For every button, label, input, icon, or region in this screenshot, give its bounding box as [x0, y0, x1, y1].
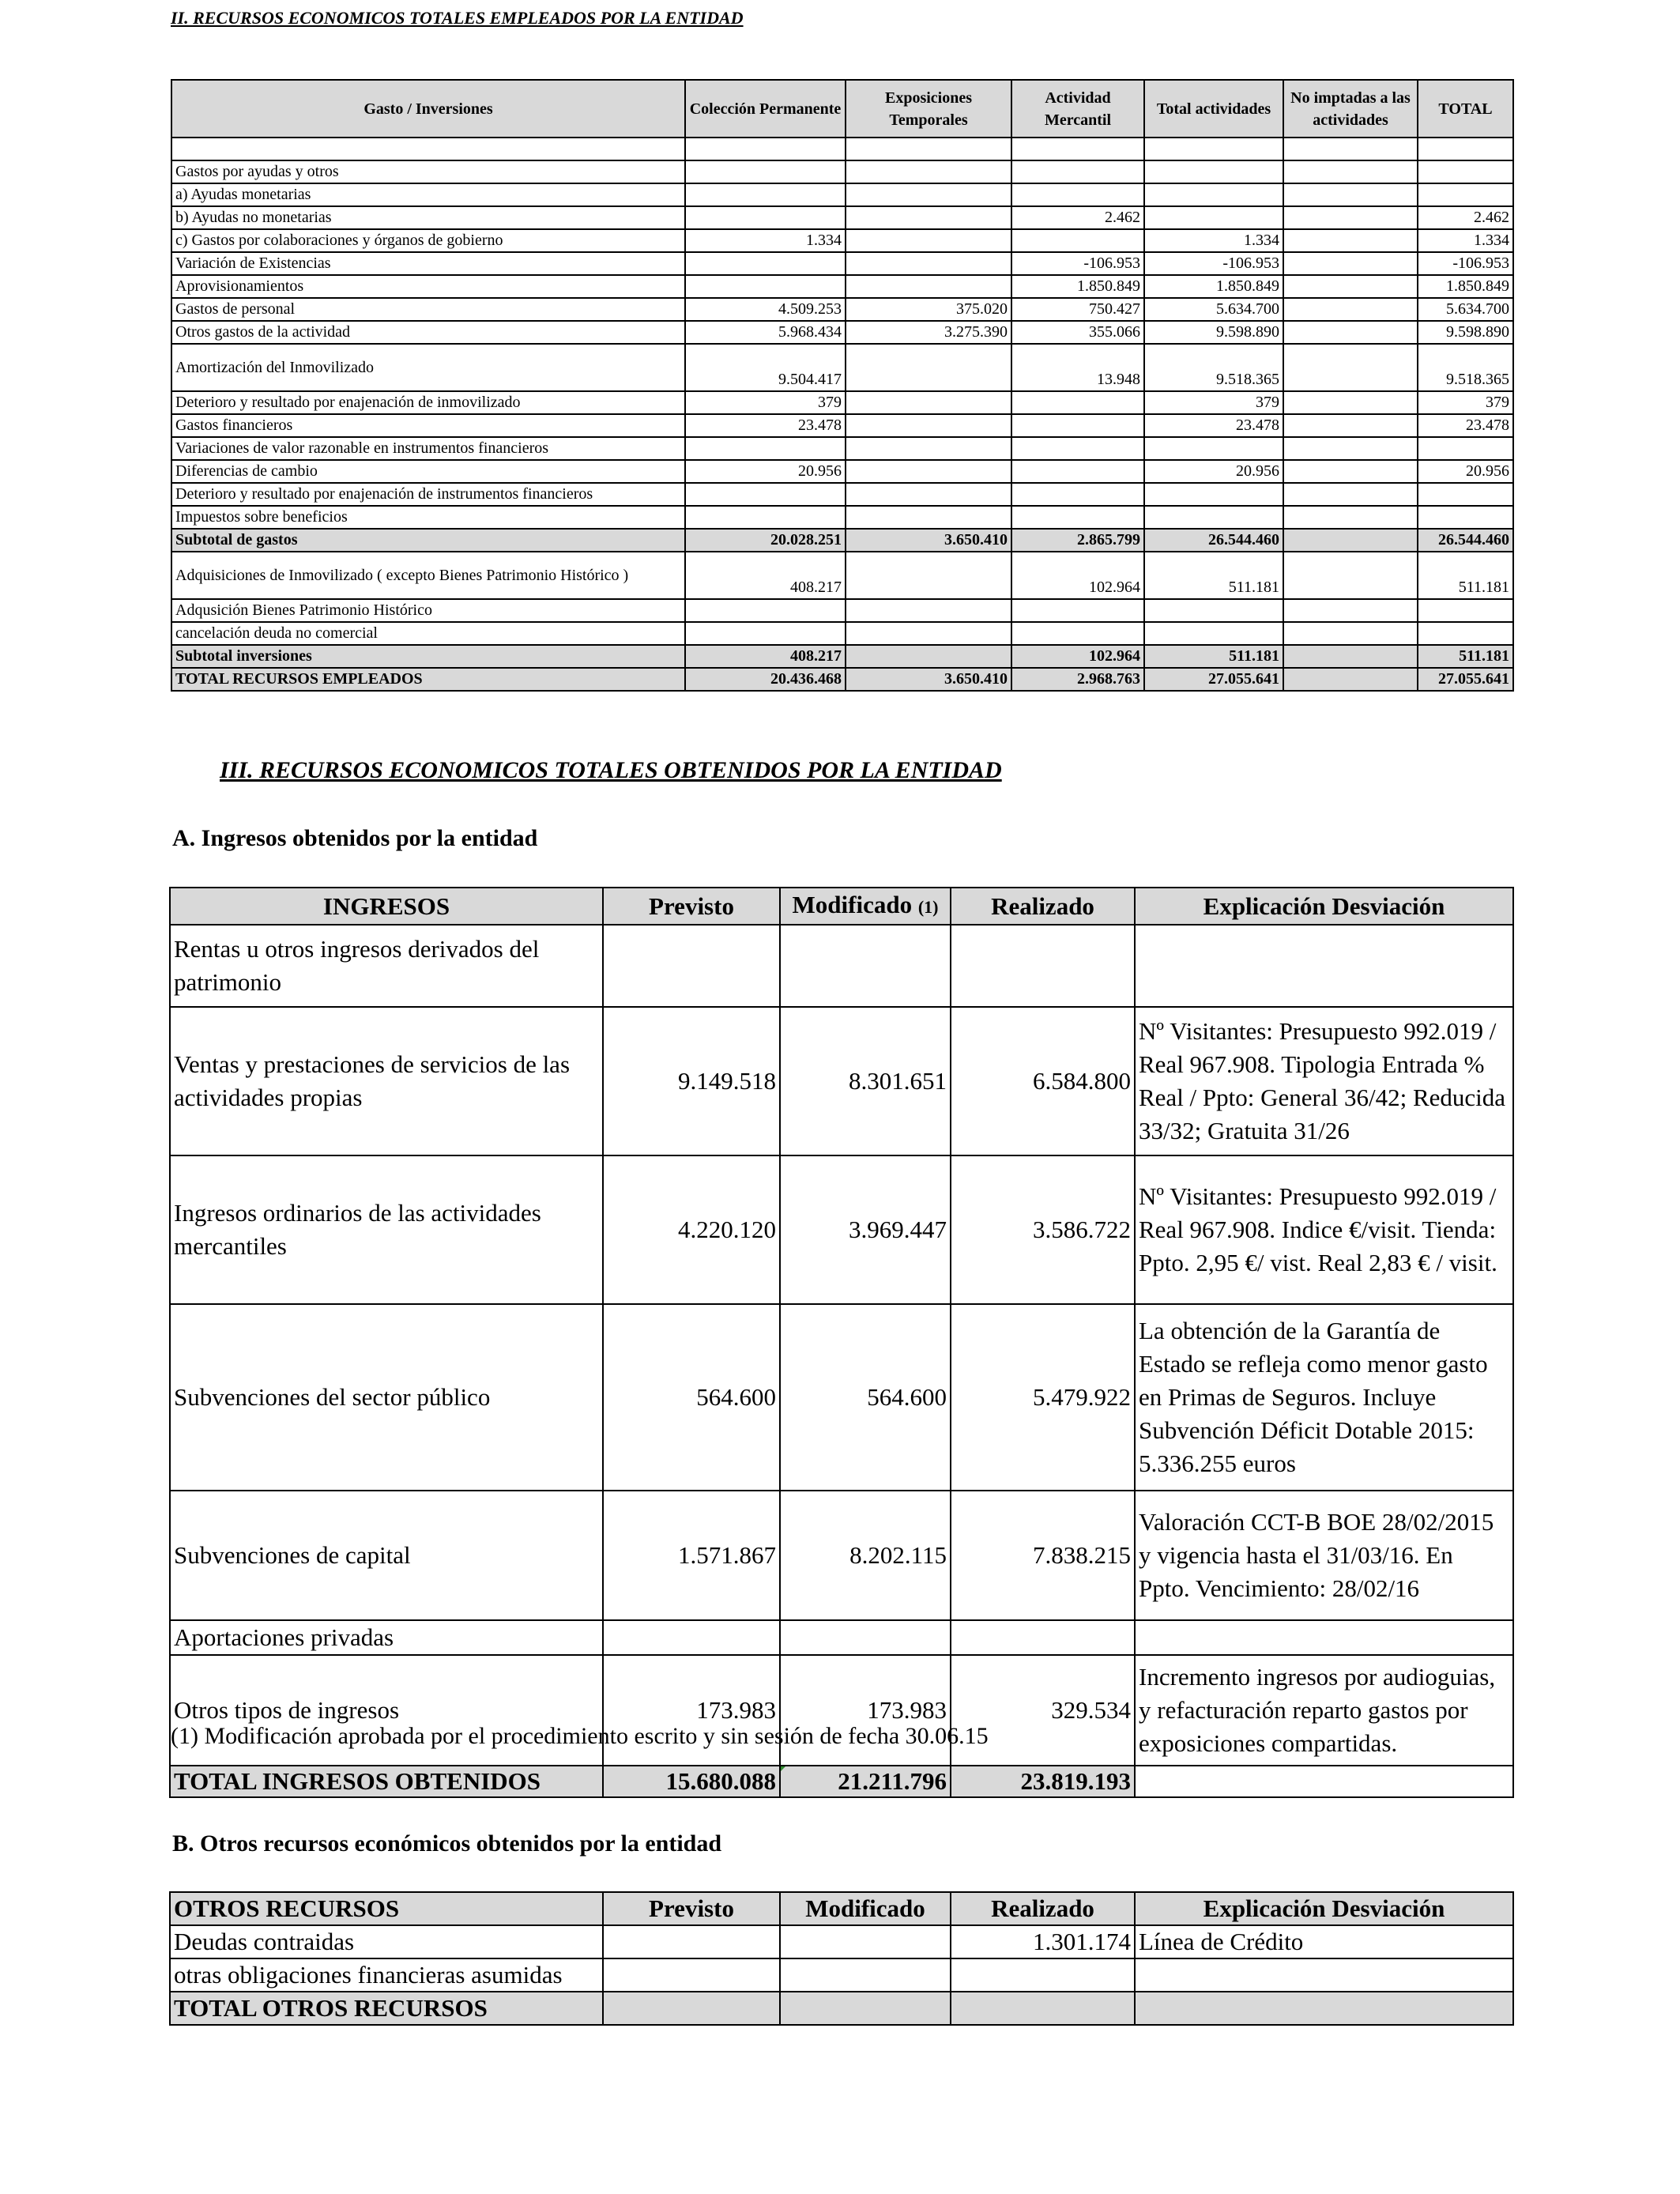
row-value: 23.478: [685, 414, 846, 437]
ingresos-total-realizado-value: 23.819.193: [1020, 1767, 1131, 1795]
row-value: [1011, 460, 1144, 483]
row-value: 511.181: [1144, 552, 1283, 599]
row-value: [846, 206, 1011, 229]
row-value: [1011, 622, 1144, 645]
row-value: [685, 437, 846, 460]
otros-header-previsto: Previsto: [603, 1892, 780, 1925]
row-value: [846, 552, 1011, 599]
otros-cell-concept: Deudas contraidas: [170, 1925, 603, 1958]
row-value: [1011, 183, 1144, 206]
otros-cell-explicacion: [1135, 1958, 1513, 1992]
ingresos-cell-realizado: 6.584.800: [951, 1007, 1135, 1155]
table-row: [171, 183, 1513, 206]
ingresos-cell-modificado: 8.202.115: [780, 1491, 951, 1620]
ingresos-cell-concept: Ventas y prestaciones de servicios de las actividades propias: [170, 1007, 603, 1155]
row-value: [1283, 483, 1418, 506]
ingresos-cell-modificado: [780, 925, 951, 1007]
table-row: [171, 391, 1513, 414]
row-value: 20.436.468: [685, 668, 846, 691]
row-value: [846, 252, 1011, 275]
otros-recursos-subtitle: B. Otros recursos económicos obtenidos por la entidad: [172, 1830, 722, 1857]
row-value: [685, 622, 846, 645]
row-value: 1.850.849: [1011, 275, 1144, 298]
otros-header-concept: OTROS RECURSOS: [170, 1892, 603, 1925]
row-label: Impuestos sobre beneficios: [171, 506, 685, 529]
row-value: [1283, 206, 1418, 229]
row-value: 511.181: [1418, 552, 1513, 599]
row-value: -106.953: [1418, 252, 1513, 275]
row-value: [1283, 599, 1418, 622]
otros-header-explicacion: Explicación Desviación: [1135, 1892, 1513, 1925]
row-value: [1418, 506, 1513, 529]
ingresos-cell-explicacion: Valoración CCT-B BOE 28/02/2015 y vigencia hasta el 31/03/16. En Ppto. Vencimiento: 28/02/16: [1135, 1491, 1513, 1620]
row-value: 9.518.365: [1144, 344, 1283, 391]
row-value: 2.462: [1011, 206, 1144, 229]
otros-cell-realizado: [951, 1958, 1135, 1992]
row-value: [846, 183, 1011, 206]
table-row: [171, 160, 1513, 183]
table-row: [171, 414, 1513, 437]
row-value: [1283, 668, 1418, 691]
table-row: [171, 252, 1513, 275]
ingresos-header-previsto: Previsto: [603, 888, 780, 925]
row-value: [1011, 599, 1144, 622]
row-value: [846, 160, 1011, 183]
row-value: [1011, 160, 1144, 183]
row-value: 23.478: [1418, 414, 1513, 437]
row-value: [1418, 138, 1513, 160]
row-label: Gastos de personal: [171, 298, 685, 321]
row-value: [685, 160, 846, 183]
row-value: [846, 599, 1011, 622]
row-value: [846, 229, 1011, 252]
row-value: [1011, 414, 1144, 437]
row-value: [1283, 460, 1418, 483]
row-value: [1418, 599, 1513, 622]
table-row: [171, 483, 1513, 506]
otros-total-concept: TOTAL OTROS RECURSOS: [170, 1992, 603, 2025]
row-value: [1283, 552, 1418, 599]
ingresos-cell-concept: Ingresos ordinarios de las actividades mercantiles: [170, 1155, 603, 1304]
ingresos-row: [170, 925, 1513, 1007]
row-value: [1144, 160, 1283, 183]
row-value: 9.504.417: [685, 344, 846, 391]
row-value: [1283, 344, 1418, 391]
otros-recursos-table: [169, 1891, 1514, 2026]
row-value: 1.334: [1144, 229, 1283, 252]
row-value: [685, 206, 846, 229]
row-label: cancelación deuda no comercial: [171, 622, 685, 645]
ingresos-cell-concept: Subvenciones del sector público: [170, 1304, 603, 1491]
row-value: [1283, 391, 1418, 414]
ingresos-row: [170, 1491, 1513, 1620]
ingresos-cell-concept: Subvenciones de capital: [170, 1491, 603, 1620]
row-value: 379: [1418, 391, 1513, 414]
table-row: [171, 138, 1513, 160]
row-value: 5.634.700: [1144, 298, 1283, 321]
row-value: [685, 483, 846, 506]
row-value: [685, 138, 846, 160]
ingresos-cell-modificado: 3.969.447: [780, 1155, 951, 1304]
row-value: [846, 138, 1011, 160]
row-value: [846, 414, 1011, 437]
row-value: 408.217: [685, 552, 846, 599]
row-value: [846, 506, 1011, 529]
row-value: [1144, 483, 1283, 506]
row-value: 379: [685, 391, 846, 414]
ingresos-cell-previsto: 1.571.867: [603, 1491, 780, 1620]
row-value: 3.650.410: [846, 668, 1011, 691]
ingresos-cell-explicacion: La obtención de la Garantía de Estado se refleja como menor gasto en Primas de Seguros. Incluye Subvención Déficit Dotable 2015: 5.336.255 euros: [1135, 1304, 1513, 1491]
row-label: Variación de Existencias: [171, 252, 685, 275]
row-value: [846, 645, 1011, 668]
ingresos-row: [170, 1304, 1513, 1491]
row-label: a) Ayudas monetarias: [171, 183, 685, 206]
row-value: 1.850.849: [1418, 275, 1513, 298]
section-2-title: II. RECURSOS ECONOMICOS TOTALES EMPLEADOS POR LA ENTIDAD: [171, 8, 744, 28]
ingresos-cell-explicacion: [1135, 1620, 1513, 1655]
otros-row: [170, 1925, 1513, 1958]
table-row: [171, 668, 1513, 691]
otros-cell-previsto: [603, 1958, 780, 1992]
ingresos-cell-previsto: 564.600: [603, 1304, 780, 1491]
ingresos-header-explicacion: Explicación Desviación: [1135, 888, 1513, 925]
ingresos-total-row: [170, 1766, 1513, 1797]
row-value: [846, 344, 1011, 391]
row-label: [171, 138, 685, 160]
ingresos-total-modificado: [780, 1766, 951, 1797]
ingresos-total-previsto-value: 15.680.088: [665, 1767, 776, 1795]
row-value: 20.956: [1418, 460, 1513, 483]
ingresos-cell-realizado: 329.534: [951, 1655, 1135, 1766]
otros-cell-modificado: [780, 1925, 951, 1958]
row-value: [1144, 437, 1283, 460]
row-value: 3.275.390: [846, 321, 1011, 344]
row-label: Gastos financieros: [171, 414, 685, 437]
row-value: 2.462: [1418, 206, 1513, 229]
row-value: [1418, 437, 1513, 460]
header-total-actividades: Total actividades: [1144, 80, 1283, 138]
row-value: [1144, 622, 1283, 645]
otros-total-explicacion: [1135, 1992, 1513, 2025]
row-value: [1283, 414, 1418, 437]
row-value: [685, 252, 846, 275]
otros-cell-previsto: [603, 1925, 780, 1958]
ingresos-row: [170, 1155, 1513, 1304]
row-value: [1144, 506, 1283, 529]
row-value: [685, 183, 846, 206]
row-value: 375.020: [846, 298, 1011, 321]
row-value: [846, 622, 1011, 645]
row-label: Deterioro y resultado por enajenación de instrumentos financieros: [171, 483, 685, 506]
recursos-empleados-table: [171, 79, 1514, 692]
footnote: (1) Modificación aprobada por el procedimiento escrito y sin sesión de fecha 30.06.15: [171, 1723, 989, 1749]
row-value: 20.028.251: [685, 529, 846, 552]
row-value: [1283, 622, 1418, 645]
table-row: [171, 645, 1513, 668]
row-value: -106.953: [1144, 252, 1283, 275]
row-value: [1283, 645, 1418, 668]
row-value: 2.865.799: [1011, 529, 1144, 552]
recursos-empleados-body: [171, 138, 1513, 691]
row-value: 4.509.253: [685, 298, 846, 321]
ingresos-cell-previsto: [603, 925, 780, 1007]
ingresos-total-previsto: [603, 1766, 780, 1797]
ingresos-cell-modificado: 564.600: [780, 1304, 951, 1491]
row-label: Amortización del Inmovilizado: [171, 344, 685, 391]
row-value: [1418, 483, 1513, 506]
row-value: [1011, 229, 1144, 252]
ingresos-cell-previsto: [603, 1620, 780, 1655]
row-value: 5.968.434: [685, 321, 846, 344]
table-row: [171, 437, 1513, 460]
ingresos-cell-realizado: 3.586.722: [951, 1155, 1135, 1304]
ingresos-row: [170, 1620, 1513, 1655]
ingresos-header-modificado: [780, 888, 951, 925]
row-value: [1283, 437, 1418, 460]
row-value: 102.964: [1011, 552, 1144, 599]
row-value: 27.055.641: [1144, 668, 1283, 691]
table-row: [171, 460, 1513, 483]
row-value: 355.066: [1011, 321, 1144, 344]
row-value: [1283, 252, 1418, 275]
otros-total-previsto: [603, 1992, 780, 2025]
table-row: [171, 321, 1513, 344]
header-total: TOTAL: [1418, 80, 1513, 138]
table-row: [171, 344, 1513, 391]
ingresos-cell-realizado: [951, 925, 1135, 1007]
ingresos-total-concept-value: TOTAL INGRESOS OBTENIDOS: [174, 1767, 541, 1795]
ingresos-cell-modificado: 8.301.651: [780, 1007, 951, 1155]
header-actividad-mercantil: Actividad Mercantil: [1011, 80, 1144, 138]
ingresos-header-concept: INGRESOS: [170, 888, 603, 925]
row-value: [685, 506, 846, 529]
row-label: Diferencias de cambio: [171, 460, 685, 483]
row-value: [1283, 138, 1418, 160]
modificado-note-ref: (1): [917, 897, 939, 917]
row-value: [846, 460, 1011, 483]
row-label: Variaciones de valor razonable en instrumentos financieros: [171, 437, 685, 460]
row-value: 26.544.460: [1144, 529, 1283, 552]
row-value: [846, 437, 1011, 460]
row-label: Aprovisionamientos: [171, 275, 685, 298]
table-row: [171, 552, 1513, 599]
row-value: 1.850.849: [1144, 275, 1283, 298]
otros-total-row: [170, 1992, 1513, 2025]
otros-header-modificado: Modificado: [780, 1892, 951, 1925]
row-value: 20.956: [685, 460, 846, 483]
row-value: [846, 391, 1011, 414]
row-value: [1283, 229, 1418, 252]
row-value: [1144, 138, 1283, 160]
ingresos-cell-modificado: 173.983: [780, 1655, 951, 1766]
row-label: Otros gastos de la actividad: [171, 321, 685, 344]
row-value: [1144, 206, 1283, 229]
otros-total-modificado: [780, 1992, 951, 2025]
header-coleccion-permanente: Colección Permanente: [685, 80, 846, 138]
row-value: [1418, 160, 1513, 183]
row-value: [1418, 183, 1513, 206]
row-value: [1011, 483, 1144, 506]
row-value: [1283, 506, 1418, 529]
row-label: Adqusición Bienes Patrimonio Histórico: [171, 599, 685, 622]
row-label: b) Ayudas no monetarias: [171, 206, 685, 229]
row-value: 20.956: [1144, 460, 1283, 483]
row-value: [1144, 183, 1283, 206]
row-value: [1283, 529, 1418, 552]
ingresos-subtitle: A. Ingresos obtenidos por la entidad: [172, 825, 538, 851]
row-value: [1283, 298, 1418, 321]
row-value: [846, 483, 1011, 506]
row-value: [1418, 622, 1513, 645]
row-value: [1283, 183, 1418, 206]
row-value: 5.634.700: [1418, 298, 1513, 321]
ingresos-total-explicacion: [1135, 1766, 1513, 1797]
row-label: Subtotal inversiones: [171, 645, 685, 668]
otros-cell-modificado: [780, 1958, 951, 1992]
row-value: [1011, 391, 1144, 414]
ingresos-cell-explicacion: Incremento ingresos por audioguias, y refacturación reparto gastos por exposiciones compartidas.: [1135, 1655, 1513, 1766]
row-value: 511.181: [1144, 645, 1283, 668]
ingresos-cell-concept: Aportaciones privadas: [170, 1620, 603, 1655]
ingresos-header-realizado: Realizado: [951, 888, 1135, 925]
header-no-imputadas: No imptadas a las actividades: [1283, 80, 1418, 138]
otros-cell-concept: otras obligaciones financieras asumidas: [170, 1958, 603, 1992]
row-value: [846, 275, 1011, 298]
ingresos-cell-realizado: 7.838.215: [951, 1491, 1135, 1620]
row-label: c) Gastos por colaboraciones y órganos de gobierno: [171, 229, 685, 252]
ingresos-cell-explicacion: Nº Visitantes: Presupuesto 992.019 / Real 967.908. Tipologia Entrada % Real / Ppto: General 36/42; Reducida 33/32; Gratuita 31/26: [1135, 1007, 1513, 1155]
row-value: 3.650.410: [846, 529, 1011, 552]
ingresos-table: [169, 887, 1514, 1798]
row-value: 408.217: [685, 645, 846, 668]
modificado-label: Modificado: [792, 891, 913, 918]
ingresos-total-modificado-value: 21.211.796: [838, 1767, 947, 1795]
row-value: [1283, 275, 1418, 298]
table-row: [171, 599, 1513, 622]
row-label: Deterioro y resultado por enajenación de inmovilizado: [171, 391, 685, 414]
row-value: 379: [1144, 391, 1283, 414]
table-row: [171, 275, 1513, 298]
row-value: 750.427: [1011, 298, 1144, 321]
row-value: 13.948: [1011, 344, 1144, 391]
row-value: [1144, 599, 1283, 622]
row-label: Subtotal de gastos: [171, 529, 685, 552]
otros-cell-realizado: 1.301.174: [951, 1925, 1135, 1958]
section-3-title: III. RECURSOS ECONOMICOS TOTALES OBTENIDOS POR LA ENTIDAD: [220, 757, 1002, 783]
ingresos-cell-previsto: 9.149.518: [603, 1007, 780, 1155]
row-value: 27.055.641: [1418, 668, 1513, 691]
otros-row: [170, 1958, 1513, 1992]
row-value: [685, 275, 846, 298]
table-row: [171, 622, 1513, 645]
row-value: 511.181: [1418, 645, 1513, 668]
ingresos-cell-previsto: 4.220.120: [603, 1155, 780, 1304]
header-gasto-inversiones: Gasto / Inversiones: [171, 80, 685, 138]
ingresos-cell-previsto: 173.983: [603, 1655, 780, 1766]
row-label: Gastos por ayudas y otros: [171, 160, 685, 183]
ingresos-cell-modificado: [780, 1620, 951, 1655]
row-value: [685, 599, 846, 622]
otros-header-realizado: Realizado: [951, 1892, 1135, 1925]
ingresos-total-realizado: [951, 1766, 1135, 1797]
row-value: 9.518.365: [1418, 344, 1513, 391]
table-row: [171, 229, 1513, 252]
table-row: [171, 298, 1513, 321]
row-value: 102.964: [1011, 645, 1144, 668]
row-value: 1.334: [685, 229, 846, 252]
row-value: 23.478: [1144, 414, 1283, 437]
ingresos-cell-explicacion: Nº Visitantes: Presupuesto 992.019 / Real 967.908. Indice €/visit. Tienda: Ppto. 2,95 €/ vist. Real 2,83 € / visit.: [1135, 1155, 1513, 1304]
ingresos-row: [170, 1007, 1513, 1155]
table-row: [171, 529, 1513, 552]
otros-total-realizado: [951, 1992, 1135, 2025]
row-value: [1283, 321, 1418, 344]
row-value: [1283, 160, 1418, 183]
otros-cell-explicacion: Línea de Crédito: [1135, 1925, 1513, 1958]
row-value: -106.953: [1011, 252, 1144, 275]
table-row: [171, 206, 1513, 229]
row-value: 9.598.890: [1144, 321, 1283, 344]
row-label: Adquisiciones de Inmovilizado ( excepto Bienes Patrimonio Histórico ): [171, 552, 685, 599]
table-row: [171, 506, 1513, 529]
header-exposiciones-temporales: Exposiciones Temporales: [846, 80, 1011, 138]
row-value: 26.544.460: [1418, 529, 1513, 552]
ingresos-cell-concept: Otros tipos de ingresos: [170, 1655, 603, 1766]
ingresos-cell-explicacion: [1135, 925, 1513, 1007]
comment-marker-icon: [780, 1766, 787, 1773]
row-value: 2.968.763: [1011, 668, 1144, 691]
ingresos-total-concept: [170, 1766, 603, 1797]
row-value: [1011, 506, 1144, 529]
ingresos-cell-realizado: 5.479.922: [951, 1304, 1135, 1491]
row-value: [1011, 138, 1144, 160]
row-value: 1.334: [1418, 229, 1513, 252]
ingresos-cell-realizado: [951, 1620, 1135, 1655]
row-value: 9.598.890: [1418, 321, 1513, 344]
row-label: TOTAL RECURSOS EMPLEADOS: [171, 668, 685, 691]
row-value: [1011, 437, 1144, 460]
ingresos-cell-concept: Rentas u otros ingresos derivados del patrimonio: [170, 925, 603, 1007]
